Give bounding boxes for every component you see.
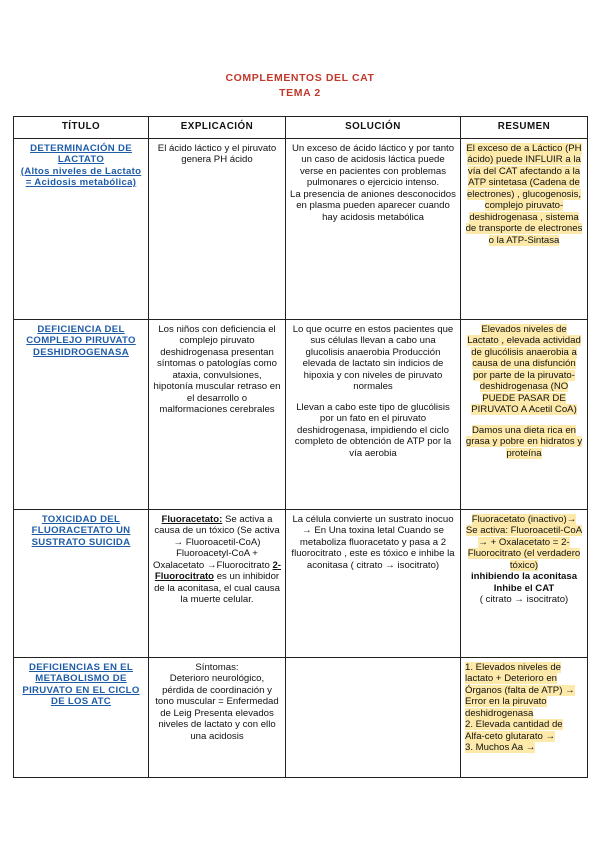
resumen-text: ( citrato → isocitrato) xyxy=(479,594,569,605)
resumen-text: El exceso de a Láctico (PH ácido) puede INFLUIR a la vía del CAT afectando a la ATP sintetasa (Cadena de electrones) , glucogenosis, complejo piruvato-deshidrogenasa , sistema de transporte de electrones o la ATP-Sintasa xyxy=(465,142,583,246)
cell-explicacion: Los niños con deficiencia el complejo piruvato deshidrogenasa presentan síntomas o patologías como ataxia, convulsiones, hipotonía muscular retraso en el desarrollo o malformaciones cerebrales xyxy=(149,319,286,509)
explicacion-text: Se activa a causa de un tóxico (Se activa → Fluoroacetil-CoA) Fluoroacetyl-CoA + Oxalacetato →Fluorocitrato xyxy=(153,513,280,571)
resumen-bold: Inhibe el CAT xyxy=(493,582,555,594)
explicacion-head: Síntomas: xyxy=(195,661,239,673)
document-title: COMPLEMENTOS DEL CAT xyxy=(225,72,375,84)
col-header-titulo: TÍTULO xyxy=(14,117,149,139)
cell-solucion: La célula convierte un sustrato inocuo → En Una toxina letal Cuando se metaboliza fluoracetato y pasa a 2 fluorocitrato , este es tóxico e inhibe la aconitasa ( citrato → isocitrato) xyxy=(286,509,461,657)
cell-solucion xyxy=(286,138,461,319)
resumen-text: 3. Muchos Aa → xyxy=(465,742,536,753)
explicacion-text: es un inhibidor de la aconitasa, el cual causa la muerte celular. xyxy=(154,571,280,605)
col-header-resumen: RESUMEN xyxy=(461,117,588,139)
row-title: DETERMINACIÓN DE LACTATO xyxy=(30,142,132,165)
cell-explicacion: El ácido láctico y el piruvato genera PH ácido xyxy=(149,138,286,319)
table-header-row xyxy=(14,117,588,139)
resumen-text: 2. Elevada cantidad de Alfa-ceto glutarato → xyxy=(465,719,563,742)
cell-explicacion xyxy=(149,657,286,777)
term-fluorocitrato: 2-Fluorocitrato xyxy=(154,559,281,582)
table-row xyxy=(14,657,588,777)
table-row xyxy=(14,138,588,319)
row-title-sub: (Altos niveles de Lactato = Acidosis metabólica) xyxy=(20,165,142,188)
resumen-bold: inhibiendo la aconitasa xyxy=(470,571,578,582)
cell-title xyxy=(14,509,149,657)
table-row xyxy=(14,509,588,657)
resumen-text: 1. Elevados niveles de lactato + Deterioro en Órganos (falta de ATP) → Error en la piruvato deshidrogenasa xyxy=(465,661,575,719)
resumen-text: Fluoracetato (inactivo)→ Se activa: Fluoroacetil-CoA → + Oxalacetato = 2-Fluorocitrato (el verdadero tóxico) xyxy=(465,513,583,571)
solucion-text: Llevan a cabo este tipo de glucólisis por un fato en el piruvato deshidrogenasa, impidiendo el ciclo completo de obtención de ATP por la vía aerobia xyxy=(294,401,452,459)
cell-explicacion xyxy=(149,509,286,657)
term-fluoracetato: Fluoracetato: xyxy=(161,513,223,525)
cell-title xyxy=(14,319,149,509)
cell-title xyxy=(14,138,149,319)
cell-resumen xyxy=(461,319,588,509)
summary-table xyxy=(13,116,588,778)
col-header-solucion: SOLUCIÓN xyxy=(286,117,461,139)
row-title: DEFICIENCIAS EN EL METABOLISMO DE PIRUVATO EN EL CICLO DE LOS ATC xyxy=(22,661,140,707)
cell-resumen xyxy=(461,657,588,777)
explicacion-text: Deterioro neurológico, pérdida de coordinación y tono muscular = Enfermedad de Leig Presenta elevados niveles de lactato y con ello una acidosis xyxy=(155,673,279,742)
document-subtitle: TEMA 2 xyxy=(279,87,321,99)
row-title: DEFICIENCIA DEL COMPLEJO PIRUVATO DESHIDROGENASA xyxy=(26,323,136,358)
solucion-text: Un exceso de ácido láctico y por tanto un caso de acidosis láctica puede verse en pacientes con problemas pulmonares o ejercicio intenso. xyxy=(291,142,455,188)
resumen-text: Damos una dieta rica en grasa y pobre en hidratos y proteína xyxy=(465,424,583,459)
cell-title xyxy=(14,657,149,777)
cell-resumen xyxy=(461,138,588,319)
table-row xyxy=(14,319,588,509)
row-title: TOXICIDAD DEL FLUORACETATO UN SUSTRATO SUICIDA xyxy=(31,513,131,548)
resumen-text: Elevados niveles de Lactato , elevada actividad de glucólisis anaerobia a causa de una disfunción por parte de la piruvato-deshidrogenasa (NO PUEDE PASAR DE PIRUVATO A Acetil CoA) xyxy=(467,323,581,415)
cell-resumen xyxy=(461,509,588,657)
cell-solucion xyxy=(286,657,461,777)
cell-solucion xyxy=(286,319,461,509)
solucion-text: La presencia de aniones desconocidos en plasma pueden aparecer cuando hay acidosis metabólica xyxy=(290,188,456,223)
solucion-text: Lo que ocurre en estos pacientes que sus células llevan a cabo una glucolisis anaerobia Producción elevada de lactato sin indicios de hipoxia y con niveles de piruvato normales xyxy=(292,323,454,392)
col-header-explicacion: EXPLICACIÓN xyxy=(149,117,286,139)
